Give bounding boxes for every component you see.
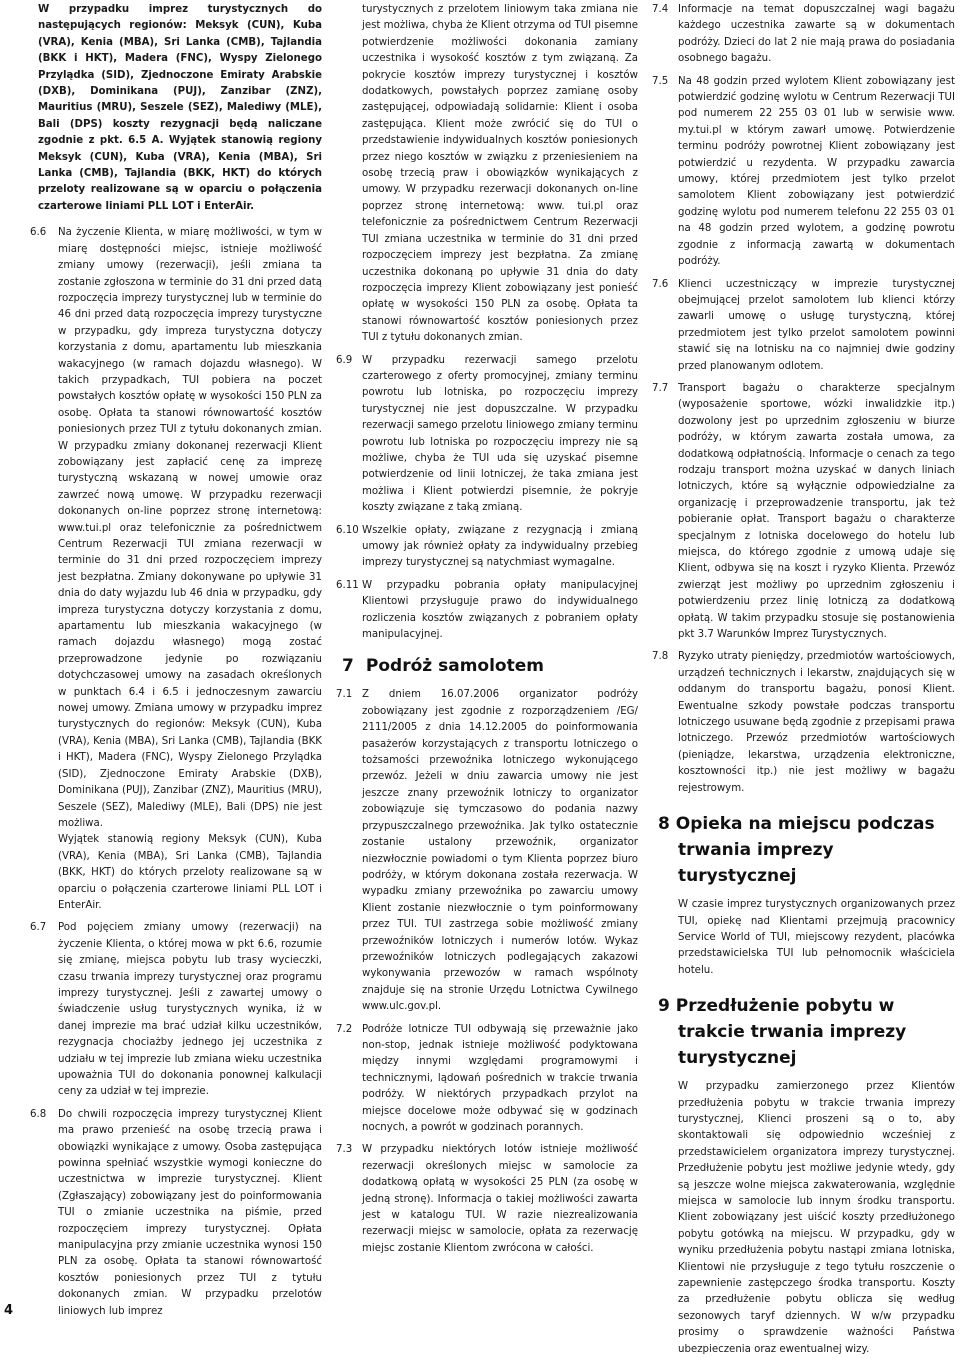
section-6-9: [336, 353, 638, 517]
section-number: 7.8: [652, 651, 669, 663]
section-7-3: [336, 1142, 638, 1257]
paragraph-6-7: Pod pojęciem zmiany umowy (rezerwacji) na życzenie Klienta, o której mowa w pkt 6.6, rozumie się zmianę, miejsca pobytu lub trasy wycieczki, czasu trwania imprezy turystycznej oraz programu imprezy turystycznej. Jeśli z zawartej umowy o świadczenie usług turystycznych wynika, iż w danej imprezie ma brać udział kilku uczestników, rezygnacja chociażby jednego jej uczestnika z udziału w tej imprezie lub zmiana wieku uczestnika upoważnia TUI do dokonania ponownej kalkulacji ceny za udział w tej imprezie.: [58, 922, 322, 1098]
paragraph-7-8: Ryzyko utraty pieniędzy, przedmiotów wartościowych, urządzeń technicznych i lekarstw, znajdujących się w oddanym do transportu bagażu, ponosi Klient. Ewentualne szkody powstałe podczas transportu lotniczego usuwane będą zgodnie z przepisami prawa lotniczego. Przewóz przedmiotów wartościowych (pieniądze, lekarstwa, urządzenia elektroniczne, kosztowności itp.) nie jest możliwy w bagażu rejestrowym.: [678, 651, 955, 794]
paragraph-6-6-a: Na życzenie Klienta, w miarę możliwości, w tym w miarę dostępności miejsc, istnieje możliwość zmiany umowy (rezerwacji), jeśli zmiana ta zostanie zgłoszona w terminie do 31 dni przed datą rozpoczęcia imprezy turystycznej lub w terminie do 46 dni przed datą rozpoczęcia imprezy turystyczne w przypadku, gdy impreza turystyczna dotyczy korzystania z domu, apartamentu lub mieszkania wakacyjnego (w ramach dojazdu własnego). W takich przypadkach, TUI pobiera na poczet powstałych kosztów opłatę w wysokości 150 PLN za osobę. Opłata ta stanowi równowartość kosztów poniesionych przez TUI z tytułu dokonanych zmian. W przypadku zmiany dokonanej rezerwacji Klient zobowiązany jest zapłacić cenę za imprezę turystyczną wskazaną w nowej umowie oraz zawrzeć nową umowę. W przypadku rezerwacji dokonanych on-line poprzez stronę internetową: www.tui.pl oraz telefonicznie za pośrednictwem Centrum Rezerwacji TUI zmiana rezerwacji w terminie do 31 dni przed rozpoczęciem imprezy jest bezpłatna. Zmiany dokonywane po upływie 31 dnia do daty wyjazdu lub 46 dnia w przypadku, gdy impreza turystyczna dotyczy korzystania z domu, apartamentu lub mieszkania wakacyjnego (w ramach dojazdu własnego) mogą zostać przeprowadzone jedynie po rozwiązaniu dotychczasowej umowy na zasadach określonych w punktach 6.4 i 6.5 i jednoczesnym zawarciu nowej umowy. Zmiana umowy w przypadku imprez turystycznych do regionów: Meksyk (CUN), Kuba (VRA), Kenia (MBA), Sri Lanka (CMB), Tajlandia (BKK i HKT), Madera (FNC), Wyspy Zielonego Przylądka (SID), Zjednoczone Emiraty Arabskie (DXB), Dominikana (PUJ), Zanzibar (ZNZ), Mauritius (MRU), Seszele (SEZ), Malediwy (MLE), Bali (DPS) nie jest możliwa.: [58, 227, 322, 829]
paragraph-7-3: W przypadku niektórych lotów istnieje możliwość rezerwacji określonych miejsc w samolocie za dodatkową opłatą w wysokości 25 PLN (za osobę w jedną stronę). Informacja o takiej możliwości zawarta jest w katalogu TUI. W razie niezrealizowania rezerwacji miejsc w samolocie, opłata za rezerwację miejsc zostanie Klientom zwrócona w całości.: [362, 1144, 638, 1254]
column-right: [652, 2, 955, 1358]
section-7-4: [652, 2, 955, 68]
heading-title: Przedłużenie pobytu w trakcie trwania imprezy turystycznej: [675, 996, 907, 1069]
section-number: 7.2: [336, 1023, 353, 1035]
section-6-8: [30, 1107, 322, 1320]
section-6-6: [30, 225, 322, 914]
heading-number: 9: [658, 996, 670, 1017]
section-7-5: [652, 74, 955, 271]
section-number: 6.11: [336, 579, 359, 591]
section-number: 7.5: [652, 75, 669, 87]
page-number: 4: [4, 1303, 14, 1318]
section-9: [658, 1079, 955, 1358]
section-7-7: [652, 381, 955, 644]
section-8: [658, 897, 955, 979]
paragraph-7-1: Z dniem 16.07.2006 organizator podróży zobowiązany jest zgodnie z rozporządzeniem /EG/ 2111/2005 z dnia 14.12.2005 do poinformowania pasażerów korzystających z transportu lotniczego o tożsamości przewoźnika lotniczego wykonującego przewóz. Jeżeli w dniu zawarcia umowy nie jest jeszcze znany przewoźnik lotniczy to organizator zobowiązuje się tymczasowo do podania nazwy przypuszczalnego przewoźnika. Jak tylko ostatecznie zostanie ustalony przewoźnik, organizator niezwłocznie powiadomi o tym Klienta poprzez biuro podróży, w którym dokonana została rezerwacja. W wypadku zmiany przewoźnika po zawarciu umowy Klient zostanie niezwłocznie o tym poinformowany przez TUI. TUI zastrzega sobie możliwość zmiany przewoźników lotniczych i numerów lotów. Wykaz przewoźników lotniczych podlegających zakazowi wykonywania przewozów w ramach wspólnoty znajduje się na stronie Urzędu Lotnictwa Cywilnego www.ulc.gov.pl.: [362, 689, 638, 1013]
paragraph-6-6-b: Wyjątek stanowią regiony Meksyk (CUN), Kuba (VRA), Kenia (MBA), Sri Lanka (CMB), Tajlandia (BKK, HKT) do których przeloty realizowane są w oparciu o połączenia czarterowe liniami PLL LOT i EnterAir.: [58, 834, 322, 911]
section-7-6: [652, 277, 955, 375]
heading-number: 7: [342, 656, 354, 677]
section-6-7: [30, 920, 322, 1100]
section-6-8-continued: [342, 2, 638, 347]
section-number: 7.7: [652, 382, 669, 394]
section-number: 7.6: [652, 278, 669, 290]
paragraph-intro: W przypadku imprez turystycznych do następujących regionów: Meksyk (CUN), Kuba (VRA), Kenia (MBA), Sri Lanka (CMB), Tajlandia (BKK i HKT), Madera (FNC), Wyspy Zielonego Przylądka (SID), Zjednoczone Emiraty Arabskie (DXB), Dominikana (PUJ), Zanzibar (ZNZ), Mauritius (MRU), Seszele (SEZ), Malediwy (MLE), Bali (DPS) koszty rezygnacji będą naliczane zgodnie z pkt. 6.5 A. Wyjątek stanowią regiony Meksyk (CUN), Kuba (VRA), Kenia (MBA), Sri Lanka (CMB), Tajlandia (BKK, HKT) do których przeloty realizowane są w oparciu o połączenia czarterowe liniami PLL LOT i EnterAir.: [38, 4, 322, 212]
paragraph-6-11: W przypadku pobrania opłaty manipulacyjnej Klientowi przysługuje prawo do indywidualnego rozliczenia kosztów związanych z pobraniem opłaty manipulacyjnej.: [362, 579, 638, 641]
section-6-11: [336, 578, 638, 644]
section-number: 6.10: [336, 524, 359, 536]
paragraph-7-4: Informacje na temat dopuszczalnej wagi bagażu każdego uczestnika zawarte są w dokumentach podróży. Dzieci do lat 2 nie mają prawa do posiadania osobnego bagażu.: [678, 4, 955, 65]
paragraph-6-8: Do chwili rozpoczęcia imprezy turystycznej Klient ma prawo przenieść na osobę trzecią prawa i obowiązki wynikające z umowy. Osoba zastępująca powinna spełniać wszystkie wymogi konieczne do uczestnictwa w imprezie turystycznej. Klient (Zgłaszający) zobowiązany jest do poinformowania TUI o zmianie uczestnika na piśmie, przed rozpoczęciem imprezy turystycznej. Opłata manipulacyjna przy zmianie uczestnika wynosi 150 PLN za osobę. Opłata ta stanowi równowartość kosztów poniesionych przez TUI z tytułu dokonanych zmian. W przypadku przelotów liniowych lub imprez: [58, 1108, 322, 1317]
section-number: 6.9: [336, 354, 353, 366]
paragraph-7-6: Klienci uczestniczący w imprezie turystycznej obejmującej przelot samolotem lub klienci którzy zawarli umowę o usługę turystyczną, której przedmiotem jest tylko przelot samolotem powinni stawić się na lotnisku na co najmniej dwie godziny przed planowanym odlotem.: [678, 278, 955, 372]
heading-number: 8: [658, 814, 670, 835]
heading-section-8: [658, 811, 955, 889]
section-6-10: [336, 523, 638, 572]
section-number: 6.6: [30, 227, 47, 239]
paragraph-6-10: Wszelkie opłaty, związane z rezygnacją i zmianą umowy jak również opłaty za indywidualny przebieg imprezy turystycznej są natychmiast wymagalne.: [362, 524, 638, 569]
heading-section-7: [342, 653, 638, 679]
column-middle: [336, 2, 638, 1257]
paragraph-7-7: Transport bagażu o charakterze specjalnym (wyposażenie sportowe, wózki inwalidzkie itp.) dozwolony jest po uprzednim zgłoszeniu w biurze podróży, w którym zawarta została umowa, za dodatkową odpłatnością. Informacje o cenach za tego rodzaju transport można uzyskać w danych liniach lotniczych, które są wyłącznie odpowiedzialne za organizację i przeprowadzenie transportu, jak też pobieranie opłat. Transport bagażu o charakterze specjalnym z lotniska docelowego do hotelu lub miejsca, do którego zgodnie z umową udaje się Klient, odbywa się na koszt i ryzyko Klienta. Przewóz zwierząt jest możliwy po uprzednim zgłoszeniu i potwierdzeniu przez linię lotniczą za dodatkową opłatą. W takim przypadku stosuje się postanowienia pkt 3.7 Warunków Imprez Turystycznych.: [678, 382, 955, 641]
heading-section-9: [658, 993, 955, 1071]
paragraph-7-5: Na 48 godzin przed wylotem Klient zobowiązany jest potwierdzić godzinę wylotu w Centrum Rezerwacji TUI pod numerem 22 255 03 01 lub w serwisie www. my.tui.pl w którym zawarł umowę. Potwierdzenie terminu podróży powrotnej Klient zobowiązany jest potwierdzić u rezydenta. W przypadku zawarcia umowy, której przedmiotem jest tylko przelot samolotem Klient zobowiązany jest potwierdzić godzinę wylotu pod numerem telefonu 22 255 03 01 na 48 godzin przed wylotem, a godzinę powrotu zgodnie z informacją zawartą w dokumentach podróży.: [678, 75, 955, 268]
section-number: 7.3: [336, 1144, 353, 1156]
column-left: [30, 2, 322, 1320]
section-number: 7.4: [652, 4, 669, 15]
section-7-1: [336, 687, 638, 1015]
section-number: 6.8: [30, 1108, 47, 1120]
section-7-2: [336, 1022, 638, 1137]
heading-title: Podróż samolotem: [365, 656, 544, 677]
section-number: 6.7: [30, 922, 47, 934]
paragraph-9: W przypadku zamierzonego przez Klientów przedłużenia pobytu w trakcie trwania imprezy turystycznej, Klienci proszeni są o to, aby skontaktowali się odpowiednio wcześniej z przedstawicielem organizatora imprezy turystycznej. Przedłużenie pobytu jest możliwe jedynie wtedy, gdy są jeszcze wolne miejsca zakwaterowania, względnie miejsca w samolocie lub innym środku transportu. Klient zobowiązany jest uiścić koszty przedłużonego pobytu gotówką na miejscu. W przypadku, gdy w wyniku przedłużenia pobytu nastąpi zmiana lotniska, Klientowi nie przysługuje z tego tytułu roszczenie o zapewnienie zastępczego środka transportu. Koszty za przedłużenie pobytu oblicza się według sezonowych taryf dziennych. W w/w przypadku prosimy o sprawdzenie ważności Państwa ubezpieczenia oraz ewentualnej wizy.: [678, 1081, 955, 1355]
paragraph-6-8-continued: turystycznych z przelotem liniowym taka zmiana nie jest możliwa, chyba że Klient otrzyma od TUI pisemne potwierdzenie możliwości dokonania zamiany uczestnika i wysokość kosztów z tym związaną. Za pokrycie kosztów imprezy turystycznej i kosztów dodatkowych, powstałych poprzez zamianę osoby zastępującej, odpowiadają solidarnie: Klient i osoba zastępująca. Klient może zwrócić się do TUI o przedstawienie indywidualnych kosztów poniesionych przez niego kosztów w związku z przeniesieniem na osobę trzecią praw i obowiązków wynikających z umowy. W przypadku rezerwacji dokonanych on-line poprzez stronę internetową: www. tui.pl oraz telefonicznie za pośrednictwem Centrum Rezerwacji TUI zmiana uczestnika w terminie do 31 dni przed rozpoczęciem imprezy jest bezpłatna. Za zmianę uczestnika dokonaną po upływie 31 dnia do daty rozpoczęcia imprezy Klient zobowiązany jest ponieść opłatę w wysokości 150 PLN za osobę. Opłata ta stanowi równowartość kosztów poniesionych przez TUI z tytułu dokonanych zmian.: [362, 4, 638, 344]
paragraph-6-9: W przypadku rezerwacji samego przelotu czarterowego z oferty promocyjnej, zmiany terminu powrotu lub lotniska, po rozpoczęciu imprezy turystycznej nie jest dopuszczalne. W przypadku rezerwacji samego przelotu liniowego zmiany terminu powrotu lub lotniska po rozpoczęciu imprezy nie są możliwe, chyba że TUI uda się uzyskać pisemne potwierdzenie od linii lotniczej, że taka zmiana jest możliwa i Klient potwierdzi pisemnie, że pokryje koszty związane z taką zmianą.: [362, 354, 638, 514]
section-number: 7.1: [336, 689, 353, 701]
paragraph-7-2: Podróże lotnicze TUI odbywają się przeważnie jako non-stop, jednak istnieje możliwość podyktowana między innymi względami programowymi i technicznymi, lądowań pośrednich w trakcie trwania podróży. W niektórych przypadkach przylot na miejsce docelowe może odbywać się w godzinach nocnych, a powrót w godzinach porannych.: [362, 1023, 638, 1133]
section-7-8: [652, 649, 955, 797]
paragraph-8: W czasie imprez turystycznych organizowanych przez TUI, opiekę nad Klientami przejmują pracownicy Service World of TUI, miejscowy rezydent, placówka przedstawicielska TUI lub pełnomocnik właściciela hotelu.: [678, 899, 955, 976]
heading-title: Opieka na miejscu podczas trwania imprezy turystycznej: [675, 814, 935, 887]
